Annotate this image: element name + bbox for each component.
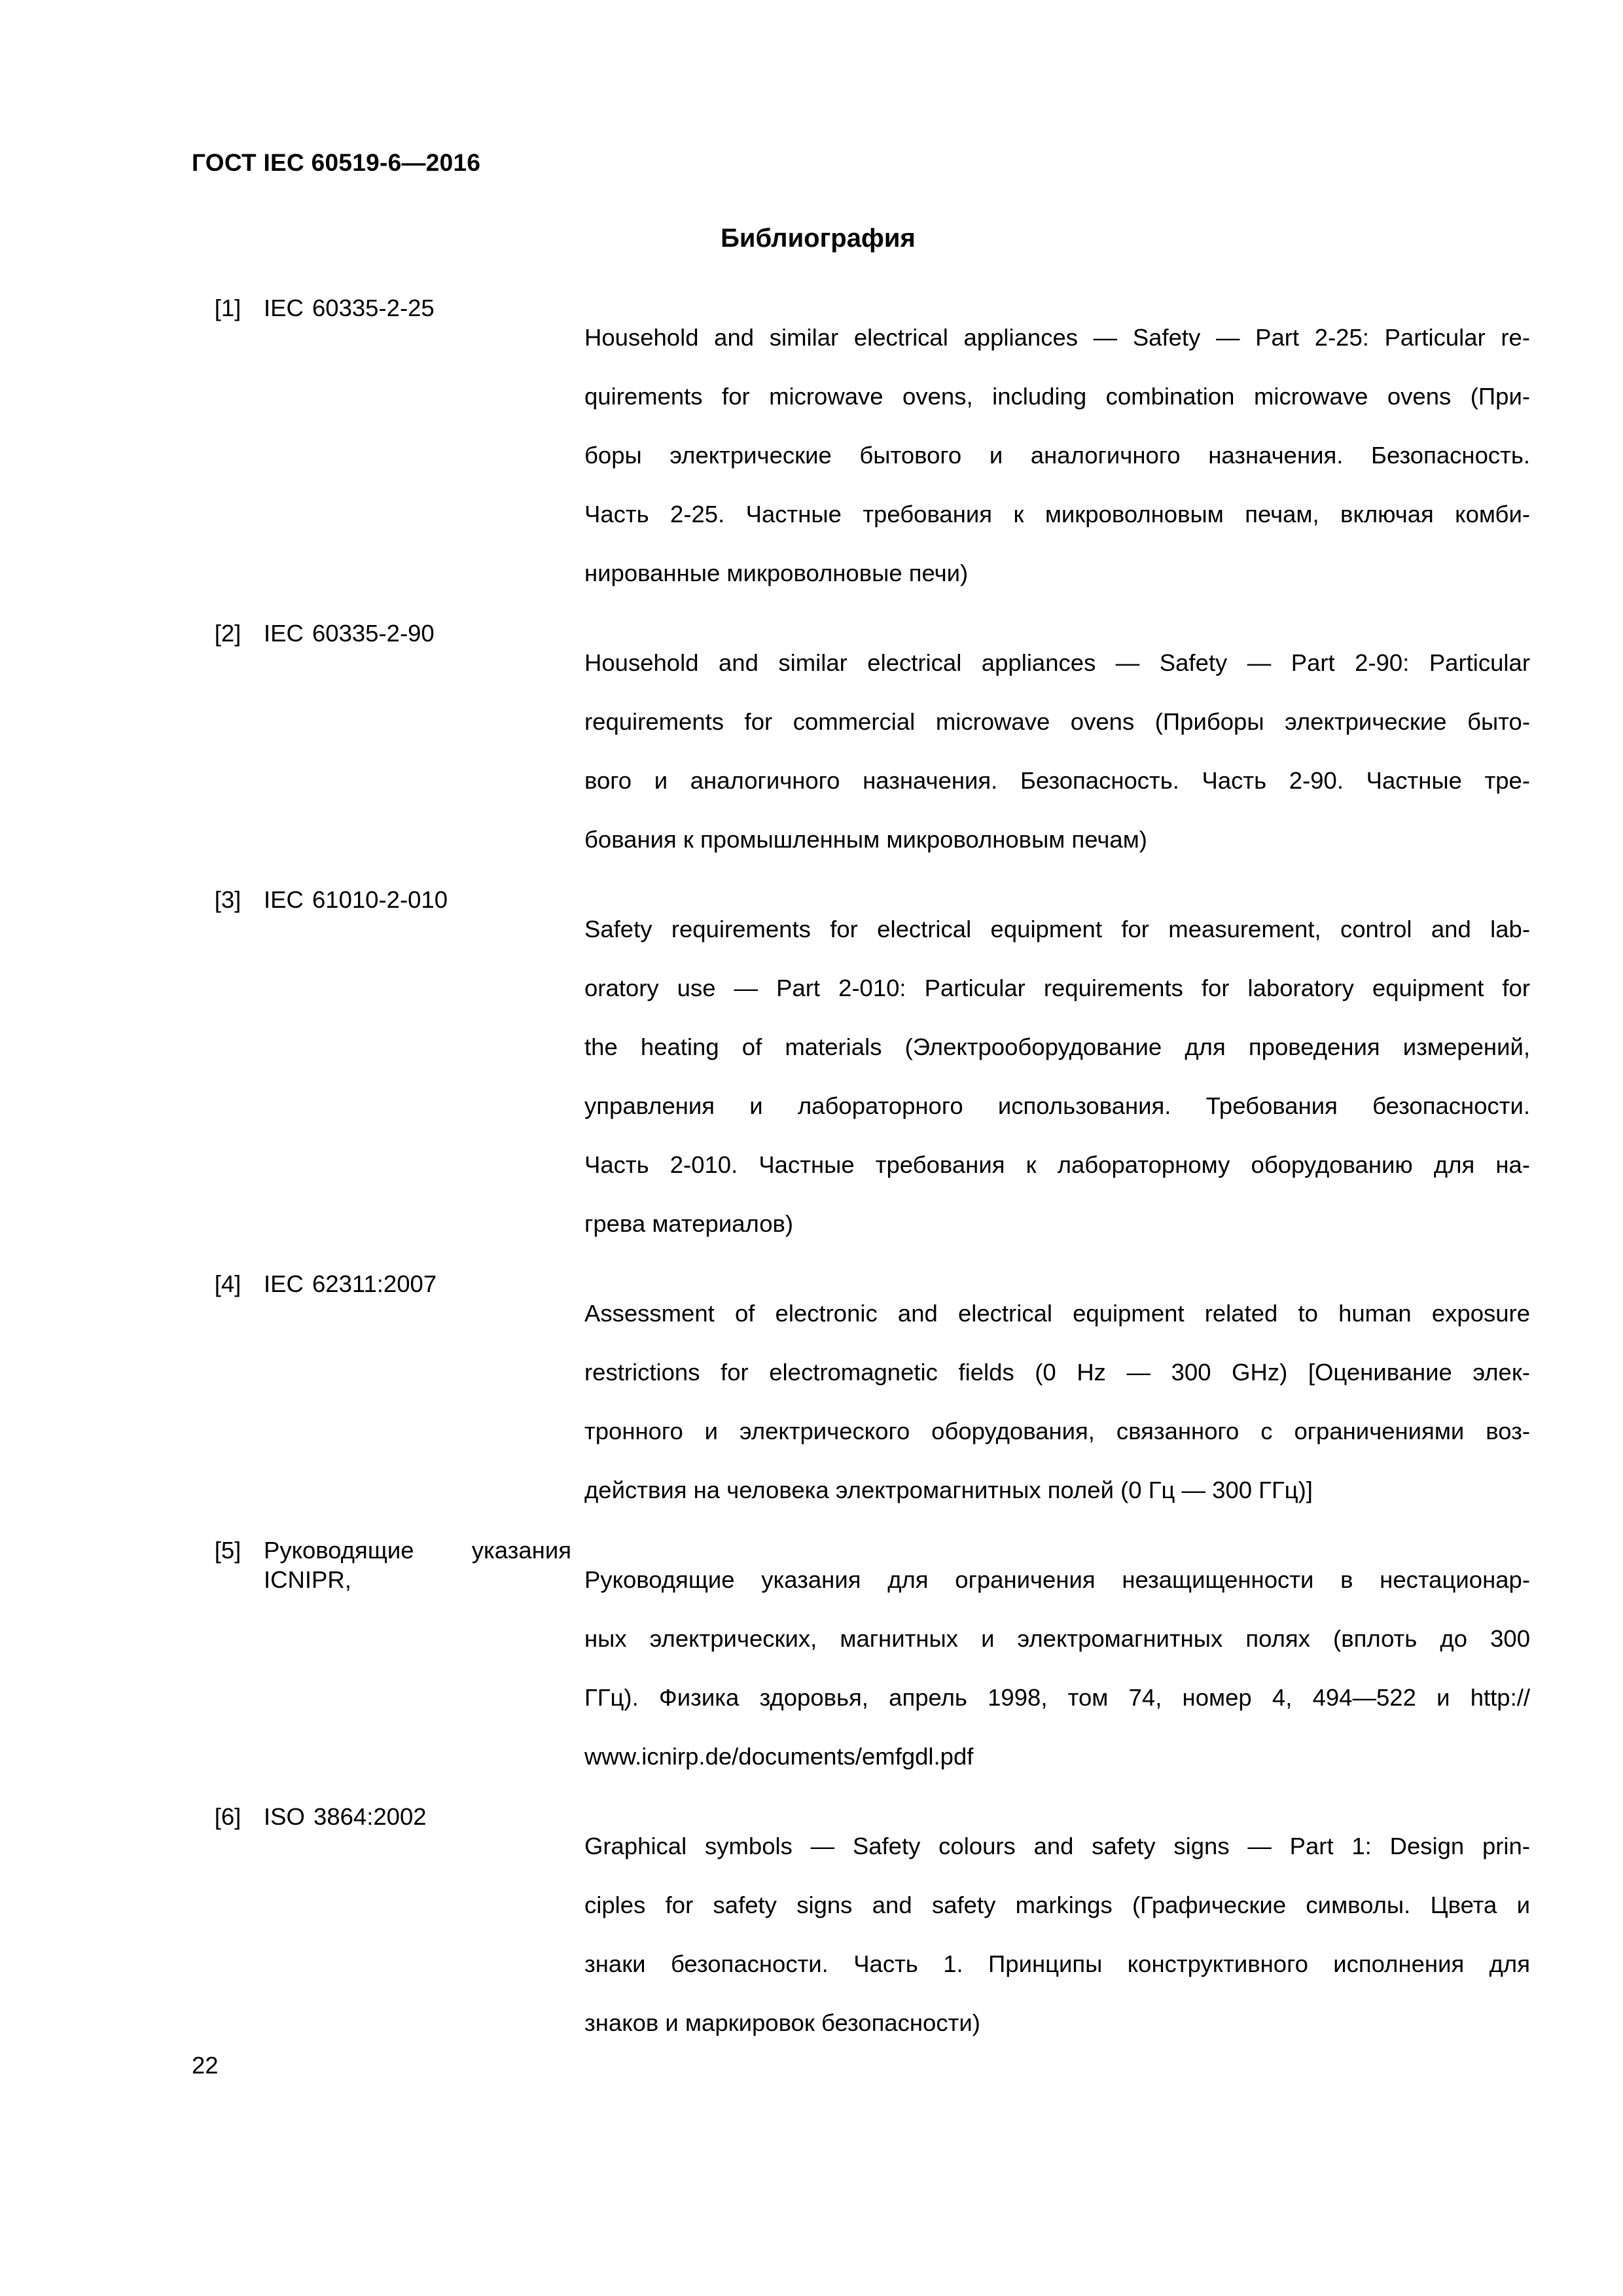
entry-number: [5]: [214, 1537, 241, 1564]
entry-title: [584, 885, 1530, 1268]
entry-title: [584, 1269, 1530, 1534]
entry-title-line: нированные микроволновые печи): [584, 560, 969, 586]
entry-title: [584, 1535, 1530, 1801]
entry-number: [3]: [214, 886, 241, 913]
entry-title-line: Часть 2-010. Частные требования к лабораторному оборудованию для на-: [584, 1151, 1530, 1178]
document-code-header: ГОСТ IEC 60519-6—2016: [192, 149, 481, 176]
section-title: Библиография: [721, 224, 916, 253]
entry-standard-code: IEC 62311:2007: [264, 1270, 437, 1297]
entry-title-line: Graphical symbols — Safety colours and safety signs — Part 1: Design prin-: [584, 1833, 1530, 1859]
entry-title-line: oratory use — Part 2-010: Particular requirements for laboratory equipment for: [584, 975, 1530, 1001]
entry-title-line: Household and similar electrical appliances — Safety — Part 2-25: Particular re-: [584, 324, 1530, 351]
entry-standard-code: Руководящие указания ICNIPR,: [264, 1537, 571, 1593]
entry-title-line: грева материалов): [584, 1210, 794, 1237]
entry-title-line: тронного и электрического оборудования, связанного с ограничениями воз-: [584, 1418, 1530, 1444]
entry-title-line: Руководящие указания для ограничения незащищенности в нестационар-: [584, 1566, 1530, 1593]
entry-number: [1]: [214, 295, 241, 321]
bibliography-entry: [192, 1269, 1530, 1534]
entry-number: [6]: [214, 1803, 241, 1830]
entry-title-line: ных электрических, магнитных и электромагнитных полях (вплоть до 300: [584, 1625, 1530, 1652]
bibliography-entry: [192, 1535, 1530, 1801]
entry-title-line: Assessment of electronic and electrical equipment related to human exposure: [584, 1300, 1530, 1327]
entry-standard-code: IEC 61010-2-010: [264, 886, 448, 913]
entry-title-line: Часть 2-25. Частные требования к микроволновым печам, включая комби-: [584, 501, 1530, 528]
entry-title-line: ГГц). Физика здоровья, апрель 1998, том 74, номер 4, 494—522 и http://: [584, 1684, 1530, 1711]
entry-title-line: ciples for safety signs and safety markings (Графические символы. Цвета и: [584, 1892, 1530, 1918]
entry-number: [2]: [214, 620, 241, 647]
bibliography-entry: [192, 619, 1530, 884]
entry-title-line: requirements for commercial microwave ovens (Приборы электрические быто-: [584, 708, 1530, 735]
entry-standard-code: IEC 60335-2-90: [264, 620, 435, 647]
entry-title-line: restrictions for electromagnetic fields (0 Hz — 300 GHz) [Оценивание элек-: [584, 1359, 1530, 1386]
entry-title-line: боры электрические бытового и аналогичного назначения. Безопасность.: [584, 442, 1530, 469]
entry-standard-code: ISO 3864:2002: [264, 1803, 427, 1830]
page-number: 22: [192, 2052, 219, 2079]
entry-title-line: знаки безопасности. Часть 1. Принципы конструктивного исполнения для: [584, 1950, 1530, 1977]
entry-title-line: управления и лабораторного использования. Требования безопасности.: [584, 1092, 1530, 1119]
bibliography-entry: [192, 293, 1530, 617]
entry-title-line: Safety requirements for electrical equipment for measurement, control and lab-: [584, 916, 1530, 942]
entry-title: [584, 293, 1530, 617]
entry-title-line: the heating of materials (Электрооборудование для проведения измерений,: [584, 1033, 1530, 1060]
entry-title-line: Household and similar electrical appliances — Safety — Part 2-90: Particular: [584, 649, 1530, 676]
entry-title: [584, 619, 1530, 884]
entry-number: [4]: [214, 1270, 241, 1297]
bibliography-list: [192, 293, 1530, 2068]
entry-title-line: www.icnirp.de/documents/emfgdl.pdf: [584, 1743, 974, 1770]
entry-title: [584, 1802, 1530, 2067]
entry-standard-code: IEC 60335-2-25: [264, 295, 435, 321]
entry-title-line: вого и аналогичного назначения. Безопасность. Часть 2-90. Частные тре-: [584, 767, 1530, 794]
bibliography-entry: [192, 885, 1530, 1268]
entry-title-line: quirements for microwave ovens, including combination microwave ovens (При-: [584, 383, 1530, 410]
bibliography-entry: [192, 1802, 1530, 2067]
entry-title-line: знаков и маркировок безопасности): [584, 2009, 980, 2036]
entry-title-line: действия на человека электромагнитных полей (0 Гц — 300 ГГц)]: [584, 1477, 1313, 1503]
entry-title-line: бования к промышленным микроволновым печам): [584, 826, 1147, 853]
